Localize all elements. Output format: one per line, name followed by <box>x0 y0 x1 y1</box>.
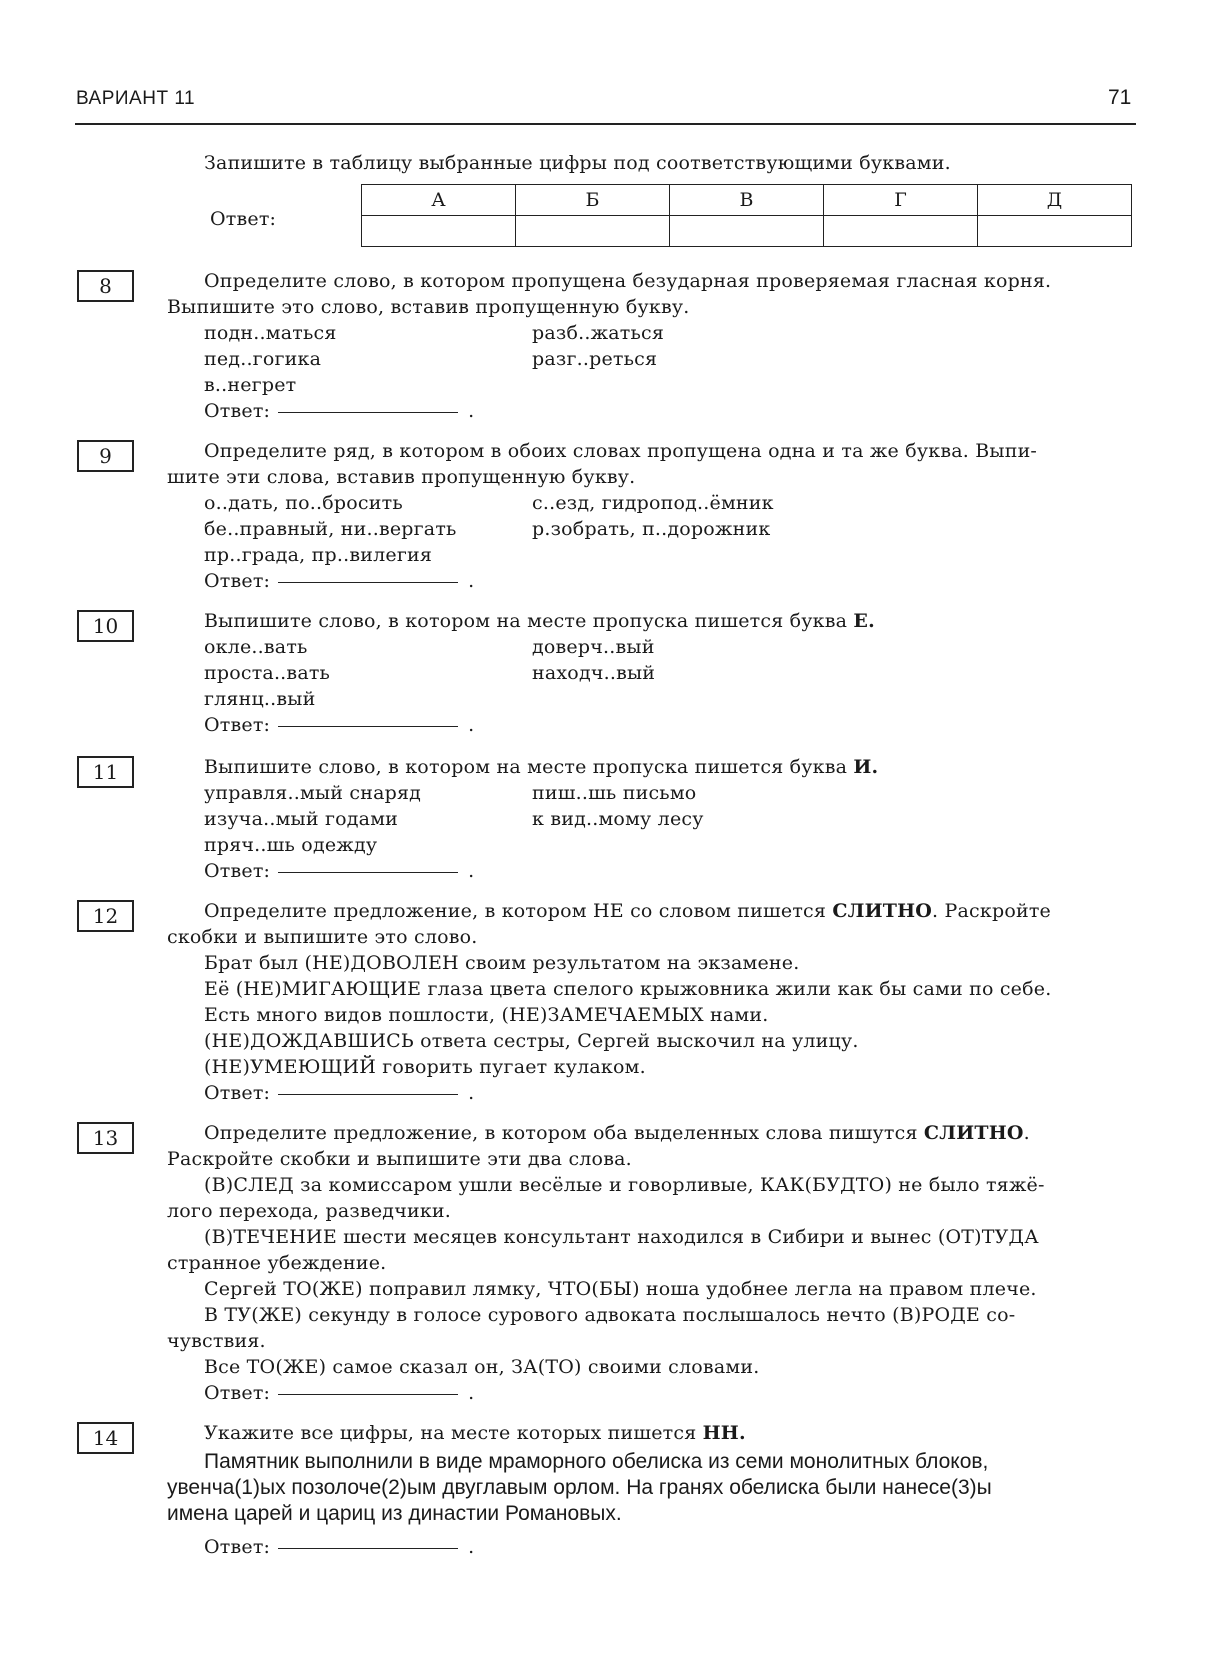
task-12-sentence: Её (НЕ)МИГАЮЩИЕ глаза цвета спелого крыжовника жили как бы сами по себе. <box>204 978 1052 1000</box>
task-10-option: окле..вать <box>204 636 308 658</box>
task-10-option: находч..вый <box>532 662 656 684</box>
task-10-prompt-letter: Е. <box>853 610 875 632</box>
task-11-prompt <box>204 756 878 778</box>
task-8-option: разб..жаться <box>532 322 665 344</box>
answer-cell-a[interactable] <box>362 216 516 247</box>
answer-table-input-row <box>362 216 1132 247</box>
task-8-answer: Ответ: . <box>204 400 475 422</box>
task-10-number: 10 <box>77 610 134 642</box>
task-9-number: 9 <box>77 440 134 472</box>
answer-cell-d[interactable] <box>978 216 1132 247</box>
task-12-answer-label: Ответ: <box>204 1082 271 1104</box>
answer-table-header-d: Д <box>978 185 1132 216</box>
task-13-sentence-line: чувствия. <box>167 1330 266 1352</box>
variant-title: ВАРИАНТ 11 <box>76 88 196 109</box>
task-14-text-line: имена царей и цариц из династии Романовых. <box>167 1502 622 1525</box>
task-13-prompt-tail: . <box>1023 1122 1030 1144</box>
task-13-prompt-line2: Раскройте скобки и выпишите эти два слова. <box>167 1148 632 1170</box>
task-9-option: о..дать, по..бросить <box>204 492 403 514</box>
task-13-sentence-line: Сергей ТО(ЖЕ) поправил лямку, ЧТО(БЫ) ноша удобнее легла на правом плече. <box>204 1278 1037 1300</box>
answer-cell-v[interactable] <box>670 216 824 247</box>
task-11-option: изуча..мый годами <box>204 808 399 830</box>
task-9-option: пр..града, пр..вилегия <box>204 544 433 566</box>
task-8-number: 8 <box>77 270 134 302</box>
task-13-answer-line[interactable] <box>278 1393 458 1395</box>
task-9-answer-line[interactable] <box>278 581 458 583</box>
task-13-prompt-line1 <box>204 1122 1030 1144</box>
task-12-sentence: (НЕ)ДОЖДАВШИСЬ ответа сестры, Сергей выскочил на улицу. <box>204 1030 859 1052</box>
task-9-option: р.зобрать, п..дорожник <box>532 518 771 540</box>
task-12-sentence: Брат был (НЕ)ДОВОЛЕН своим результатом на экзамене. <box>204 952 800 974</box>
task-8-prompt-line2: Выпишите это слово, вставив пропущенную букву. <box>167 296 690 318</box>
task-10-option: доверч..вый <box>532 636 655 658</box>
task-14-text-line: Памятник выполнили в виде мраморного обелиска из семи монолитных блоков, <box>204 1450 989 1473</box>
task-10-prompt <box>204 610 875 632</box>
task-9-answer: Ответ: . <box>204 570 475 592</box>
task-9-prompt-line2: шите эти слова, вставив пропущенную букву. <box>167 466 636 488</box>
answer-cell-b[interactable] <box>516 216 670 247</box>
task-13-sentence-line: В ТУ(ЖЕ) секунду в голосе сурового адвоката послышалось нечто (В)РОДЕ со- <box>204 1304 1016 1326</box>
task-12-prompt-line1 <box>204 900 1051 922</box>
task-14-answer-line[interactable] <box>278 1547 458 1549</box>
task-12-sentence: (НЕ)УМЕЮЩИЙ говорить пугает кулаком. <box>204 1056 646 1078</box>
task-14-prompt-text: Укажите все цифры, на месте которых пишется <box>204 1422 697 1444</box>
task-13-sentence-line: (В)ТЕЧЕНИЕ шести месяцев консультант находился в Сибири и вынес (ОТ)ТУДА <box>204 1226 1039 1248</box>
task-8-option: пед..гогика <box>204 348 322 370</box>
task-11-option: к вид..мому лесу <box>532 808 704 830</box>
task-11-option: управля..мый снаряд <box>204 782 422 804</box>
task-14-number: 14 <box>77 1422 134 1454</box>
task-12-answer-line[interactable] <box>278 1093 458 1095</box>
task-11-option: пряч..шь одежду <box>204 834 378 856</box>
task-13-prompt-bold: СЛИТНО <box>923 1122 1024 1144</box>
task-13-sentence-line: странное убеждение. <box>167 1252 387 1274</box>
task-12-answer: Ответ: . <box>204 1082 475 1104</box>
task-8-option: подн..маться <box>204 322 337 344</box>
answer-table-header-b: Б <box>516 185 670 216</box>
task-11-answer-label: Ответ: <box>204 860 271 882</box>
table-answer-label: Ответ: <box>210 208 277 230</box>
task-14-answer-label: Ответ: <box>204 1536 271 1558</box>
task-14-answer: Ответ: . <box>204 1536 475 1558</box>
task-14-prompt <box>204 1422 746 1444</box>
task-11-prompt-text: Выпишите слово, в котором на месте пропуска пишется буква <box>204 756 848 778</box>
task-13-sentence-line: Все ТО(ЖЕ) самое сказал он, ЗА(ТО) своими словами. <box>204 1356 760 1378</box>
task-8-answer-line[interactable] <box>278 411 458 413</box>
task-12-number: 12 <box>77 900 134 932</box>
answer-table-header-a: А <box>362 185 516 216</box>
task-13-answer: Ответ: . <box>204 1382 475 1404</box>
page-number: 71 <box>1108 86 1132 109</box>
header-divider <box>75 123 1136 125</box>
task-8-option: в..негрет <box>204 374 297 396</box>
task-11-prompt-letter: И. <box>853 756 879 778</box>
task-10-prompt-text: Выпишите слово, в котором на месте пропуска пишется буква <box>204 610 848 632</box>
task-12-prompt-tail: . Раскройте <box>932 900 1051 922</box>
answer-table-header-g: Г <box>824 185 978 216</box>
answer-table-header-v: В <box>670 185 824 216</box>
task-14-prompt-bold: НН. <box>702 1422 746 1444</box>
task-9-answer-label: Ответ: <box>204 570 271 592</box>
task-13-sentence-line: лого перехода, разведчики. <box>167 1200 452 1222</box>
task-14-text-line: увенча(1)ых позолоче(2)ым двуглавым орлом. На гранях обелиска были нанесе(3)ы <box>167 1476 992 1499</box>
table-instruction: Запишите в таблицу выбранные цифры под соответствующими буквами. <box>204 152 951 174</box>
task-11-option: пиш..шь письмо <box>532 782 697 804</box>
task-10-answer-label: Ответ: <box>204 714 271 736</box>
task-13-sentence-line: (В)СЛЕД за комиссаром ушли весёлые и говорливые, КАК(БУДТО) не было тяжё- <box>204 1174 1045 1196</box>
task-11-answer-line[interactable] <box>278 871 458 873</box>
task-8-answer-label: Ответ: <box>204 400 271 422</box>
task-12-prompt-line2: скобки и выпишите это слово. <box>167 926 478 948</box>
answer-table-header-row <box>362 185 1132 216</box>
task-10-option: глянц..вый <box>204 688 316 710</box>
task-11-answer: Ответ: . <box>204 860 475 882</box>
task-9-option: бе..правный, ни..вергать <box>204 518 457 540</box>
task-9-option: с..езд, гидропод..ёмник <box>532 492 774 514</box>
task-8-option: разг..реться <box>532 348 658 370</box>
task-13-number: 13 <box>77 1122 134 1154</box>
task-8-prompt-line1: Определите слово, в котором пропущена безударная проверяемая гласная корня. <box>204 270 1052 292</box>
answer-cell-g[interactable] <box>824 216 978 247</box>
task-12-prompt-bold: СЛИТНО <box>832 900 933 922</box>
task-11-number: 11 <box>77 756 134 788</box>
task-10-answer: Ответ: . <box>204 714 475 736</box>
task-9-prompt-line1: Определите ряд, в котором в обоих словах пропущена одна и та же буква. Выпи- <box>204 440 1038 462</box>
task-10-answer-line[interactable] <box>278 725 458 727</box>
answer-table <box>361 184 1132 247</box>
task-13-answer-label: Ответ: <box>204 1382 271 1404</box>
task-13-prompt-text: Определите предложение, в котором оба выделенных слова пишутся <box>204 1122 918 1144</box>
task-10-option: проста..вать <box>204 662 331 684</box>
task-12-sentence: Есть много видов пошлости, (НЕ)ЗАМЕЧАЕМЫХ нами. <box>204 1004 769 1026</box>
task-12-prompt-text: Определите предложение, в котором НЕ со словом пишется <box>204 900 827 922</box>
